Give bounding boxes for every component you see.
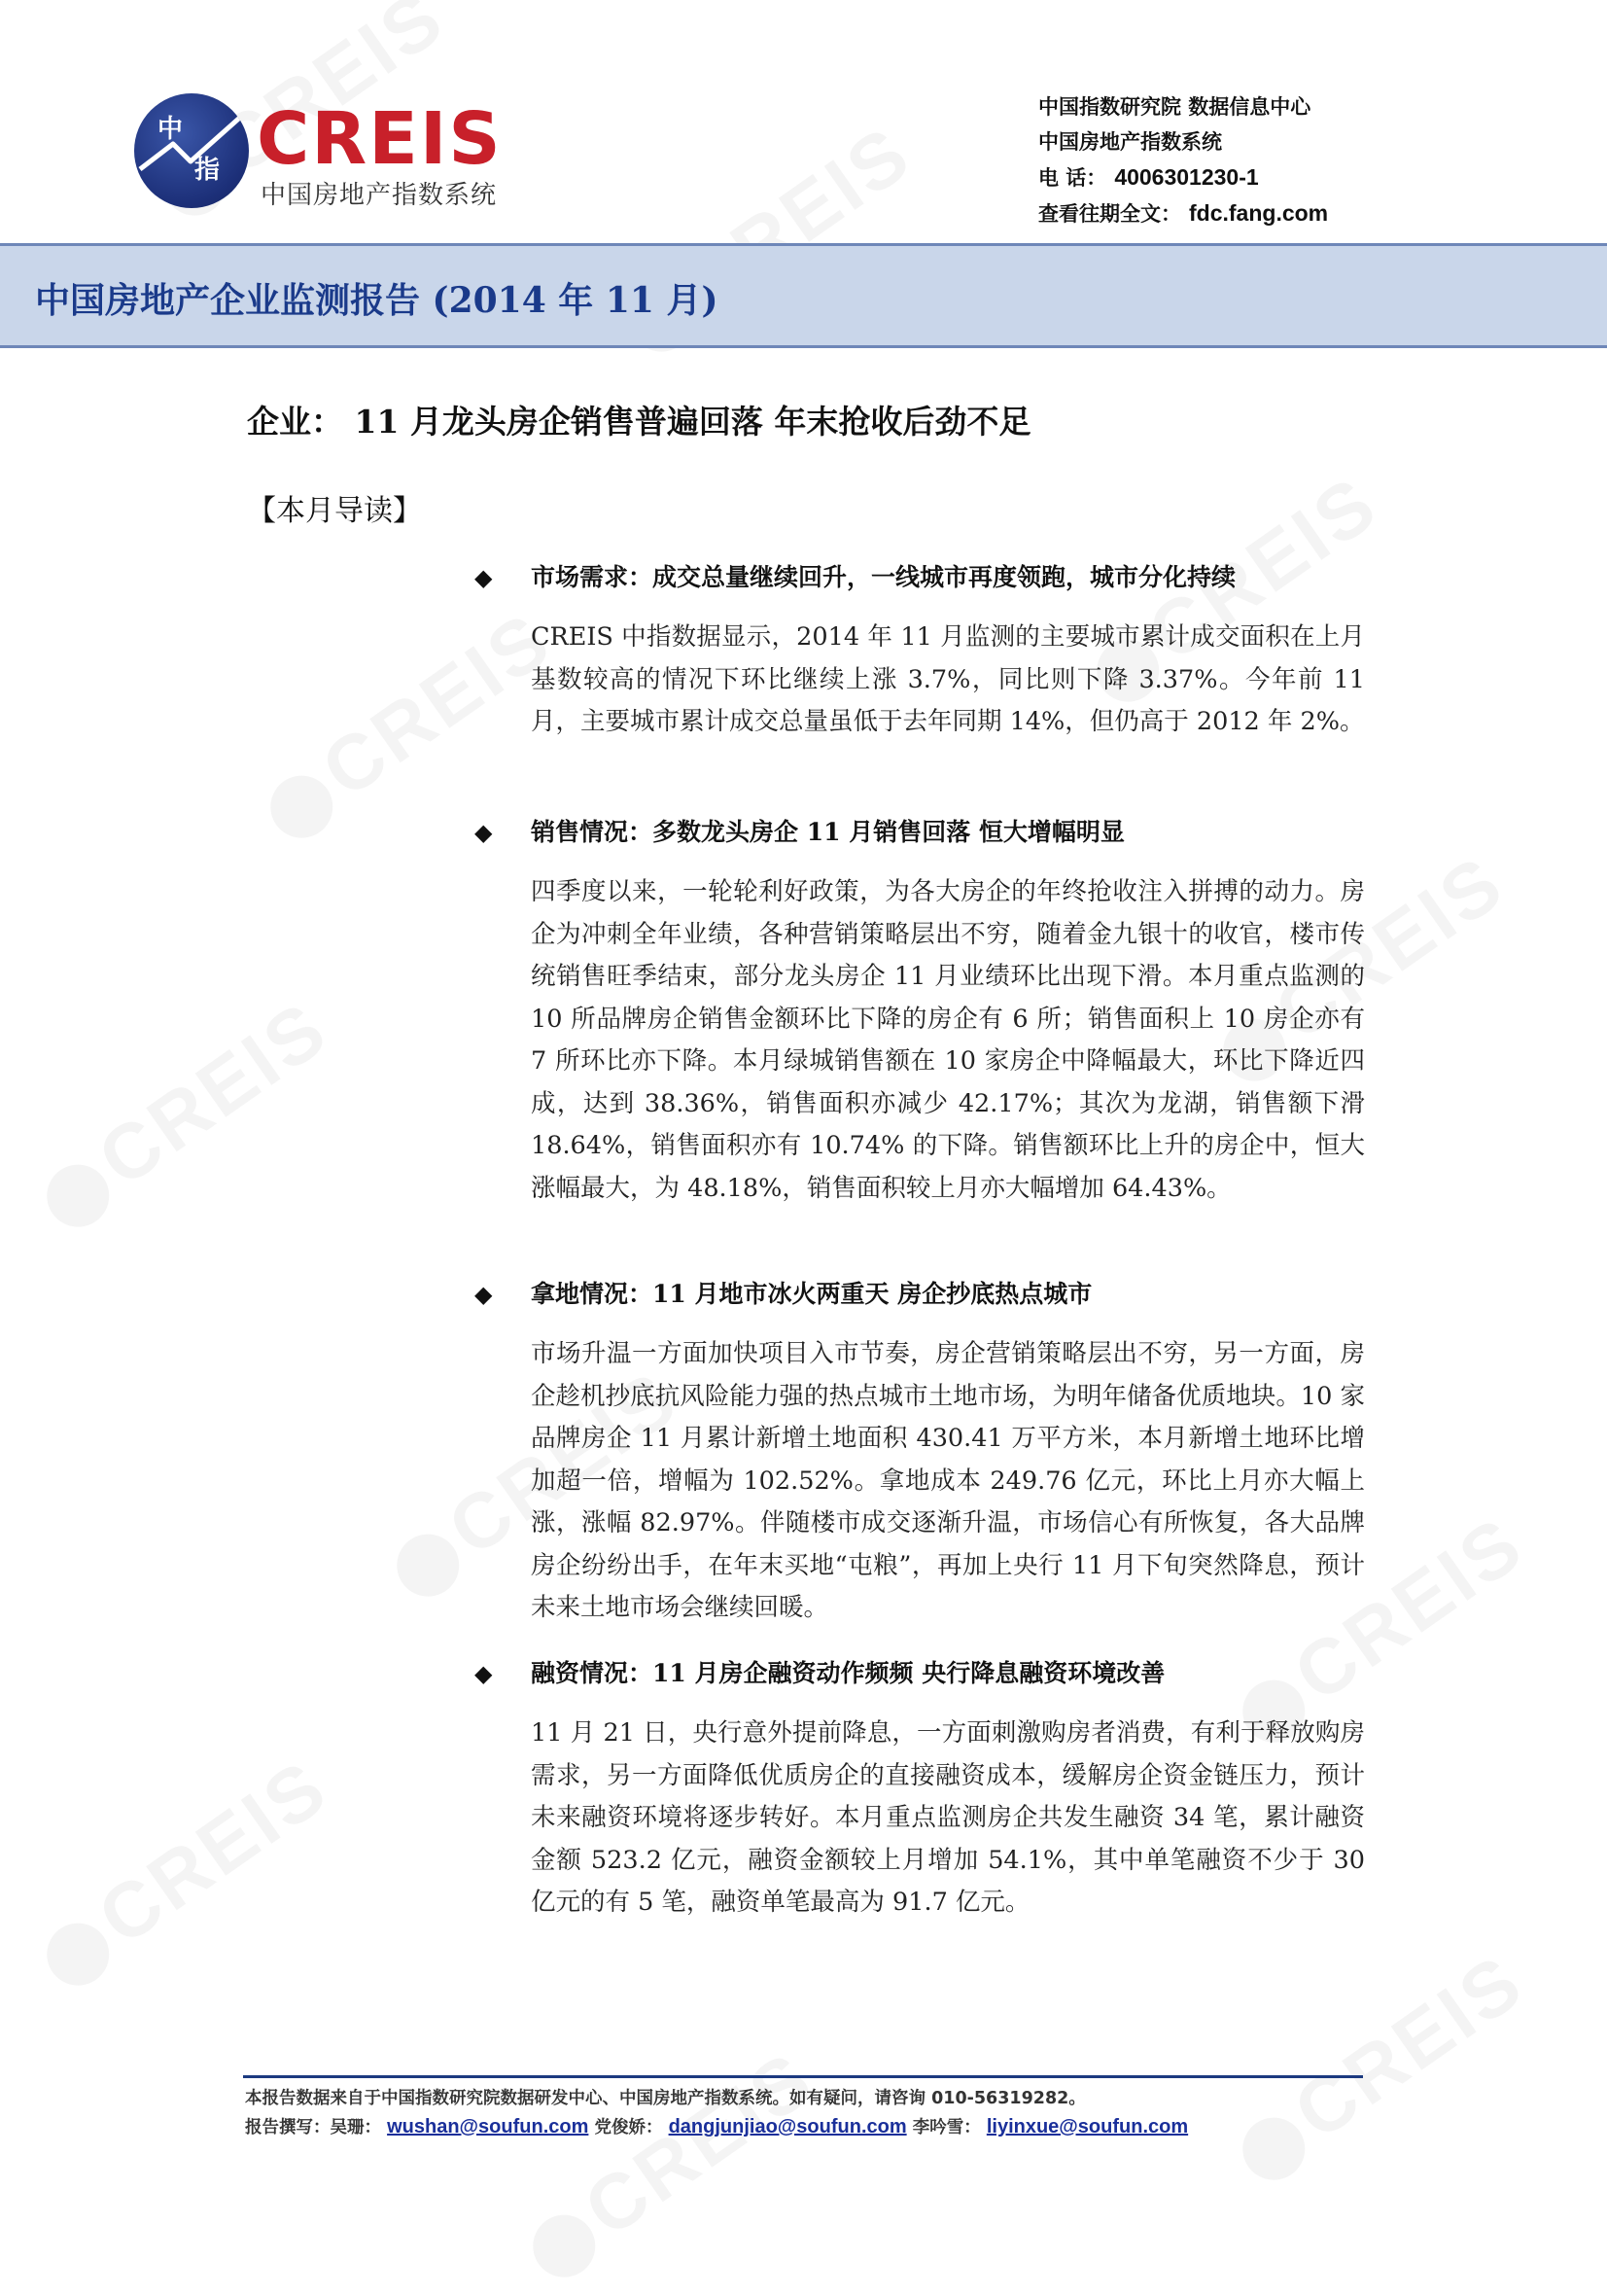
diamond-bullet-icon: ◆ — [474, 1280, 493, 1308]
section-body: CREIS 中指数据显示，2014 年 11 月监测的主要城市累计成交面积在上月基数较高的情况下环比继续上涨 3.7%，同比则下降 3.37%。今年前 11 月，主要城市累计成交总量虽低于去年同期 14%，但仍高于 2012 年 2%。 — [531, 622, 1365, 736]
footer-authors — [245, 2113, 1188, 2142]
contact-label: 中国房地产指数系统 — [1038, 130, 1222, 154]
section-heading-text: 融资情况：11 月房企融资动作频频 央行降息融资环境改善 — [531, 1659, 1166, 1687]
watermark — [1219, 1936, 1540, 2199]
intro-label: 【本月导读】 — [247, 494, 422, 528]
watermark — [509, 2033, 830, 2296]
section-heading — [474, 558, 1369, 597]
author-email-link[interactable]: liyinxue@soufun.com — [986, 2116, 1189, 2137]
website-link[interactable]: fdc.fang.com — [1189, 200, 1329, 226]
logo-emblem — [134, 93, 249, 208]
author-email-link[interactable]: dangjunjiao@soufun.com — [668, 2116, 907, 2137]
logo-wave-icon — [134, 93, 249, 208]
section-heading — [474, 1275, 1369, 1314]
contact-label: 中国指数研究院 数据信息中心 — [1038, 95, 1311, 119]
diamond-bullet-icon: ◆ — [474, 1659, 493, 1687]
logo-wordmark: CREIS — [257, 97, 503, 181]
contact-row-website — [1038, 195, 1544, 231]
section-sales — [474, 813, 1369, 1210]
logo-subtitle: 中国房地产指数系统 — [261, 181, 498, 210]
author-name: 李吟雪： — [912, 2118, 981, 2137]
section-heading-text: 市场需求：成交总量继续回升，一线城市再度领跑，城市分化持续 — [531, 563, 1237, 591]
watermark — [23, 1742, 344, 2004]
page-header — [0, 0, 1607, 243]
section-market-demand — [474, 558, 1369, 744]
section-body: 11 月 21 日，央行意外提前降息，一方面刺激购房者消费，有利于释放购房需求，另一方面降低优质房企的直接融资成本，缓解房企资金链压力，预计未来融资环境将逐步转好。本月重点监测房企共发生融资 34 笔，累计融资金额 523.2 亿元，融资金额较上月增加 54.1%，其中单笔融资不少于 30 亿元的有 5 笔，融资单笔最高为 91.7 亿元。 — [531, 1718, 1365, 1917]
diamond-bullet-icon: ◆ — [474, 563, 493, 591]
page-headline: 企业： 11 月龙头房企销售普遍回落 年末抢收后劲不足 — [247, 403, 1031, 441]
footer-source-note: 本报告数据来自于中国指数研究院数据研发中心、中国房地产指数系统。如有疑问，请咨询 010-56319282。 — [245, 2089, 1086, 2108]
section-land-acquisition — [474, 1275, 1369, 1630]
contact-row — [1038, 124, 1544, 159]
report-title: 中国房地产企业监测报告 (2014 年 11 月) — [35, 280, 718, 321]
section-heading-text: 销售情况：多数龙头房企 11 月销售回落 恒大增幅明显 — [531, 818, 1125, 846]
website-label: 查看往期全文： — [1038, 202, 1181, 226]
section-heading — [474, 1654, 1369, 1693]
author-name: 党俊娇： — [594, 2118, 663, 2137]
report-title-band — [0, 243, 1607, 348]
watermark — [23, 983, 344, 1246]
author-name: 吴珊： — [330, 2118, 381, 2137]
phone-value: 4006301230-1 — [1114, 164, 1259, 190]
section-heading — [474, 813, 1369, 852]
section-heading-text: 拿地情况：11 月地市冰火两重天 房企抄底热点城市 — [531, 1280, 1093, 1308]
contact-info — [1038, 89, 1544, 231]
contact-row — [1038, 89, 1544, 124]
creis-logo — [134, 93, 542, 220]
phone-label: 电 话： — [1038, 166, 1107, 190]
footer-divider — [243, 2075, 1363, 2078]
section-body: 四季度以来，一轮轮利好政策，为各大房企的年终抢收注入拼搏的动力。房企为冲刺全年业绩，各种营销策略层出不穷，随着金九银十的收官，楼市传统销售旺季结束，部分龙头房企 11 月业绩环比出现下滑。本月重点监测的 10 所品牌房企销售金额环比下降的房企有 6 所；销售面积上 10 房企亦有 7 所环比亦下降。本月绿城销售额在 10 家房企中降幅最大，环比下降近四成，达到 38.36%，销售面积亦减少 42.17%；其次为龙湖，销售额下滑 18.64%，销售面积亦有 10.74% 的下降。销售额环比上升的房企中，恒大涨幅最大，为 48.18%，销售面积较上月亦大幅增加 64.43%。 — [531, 877, 1365, 1203]
contact-row-phone — [1038, 159, 1544, 195]
logo-char-2: 指 — [194, 156, 221, 185]
author-email-link[interactable]: wushan@soufun.com — [387, 2116, 589, 2137]
authors-label: 报告撰写： — [245, 2118, 331, 2137]
page-footer — [245, 2085, 1188, 2142]
section-body: 市场升温一方面加快项目入市节奏，房企营销策略层出不穷，另一方面，房企趁机抄底抗风险能力强的热点城市土地市场，为明年储备优质地块。10 家品牌房企 11 月累计新增土地面积 430.41 万平方米，本月新增土地环比增加超一倍，增幅为 102.52%。拿地成本 249.76 亿元，环比上月亦大幅上涨，涨幅 82.97%。伴随楼市成交逐渐升温，市场信心有所恢复，各大品牌房企纷纷出手，在年末买地“屯粮”，再加上央行 11 月下旬突然降息，预计未来土地市场会继续回暖。 — [531, 1339, 1365, 1622]
section-financing — [474, 1654, 1369, 1925]
logo-char-1: 中 — [157, 115, 184, 144]
diamond-bullet-icon: ◆ — [474, 818, 493, 846]
